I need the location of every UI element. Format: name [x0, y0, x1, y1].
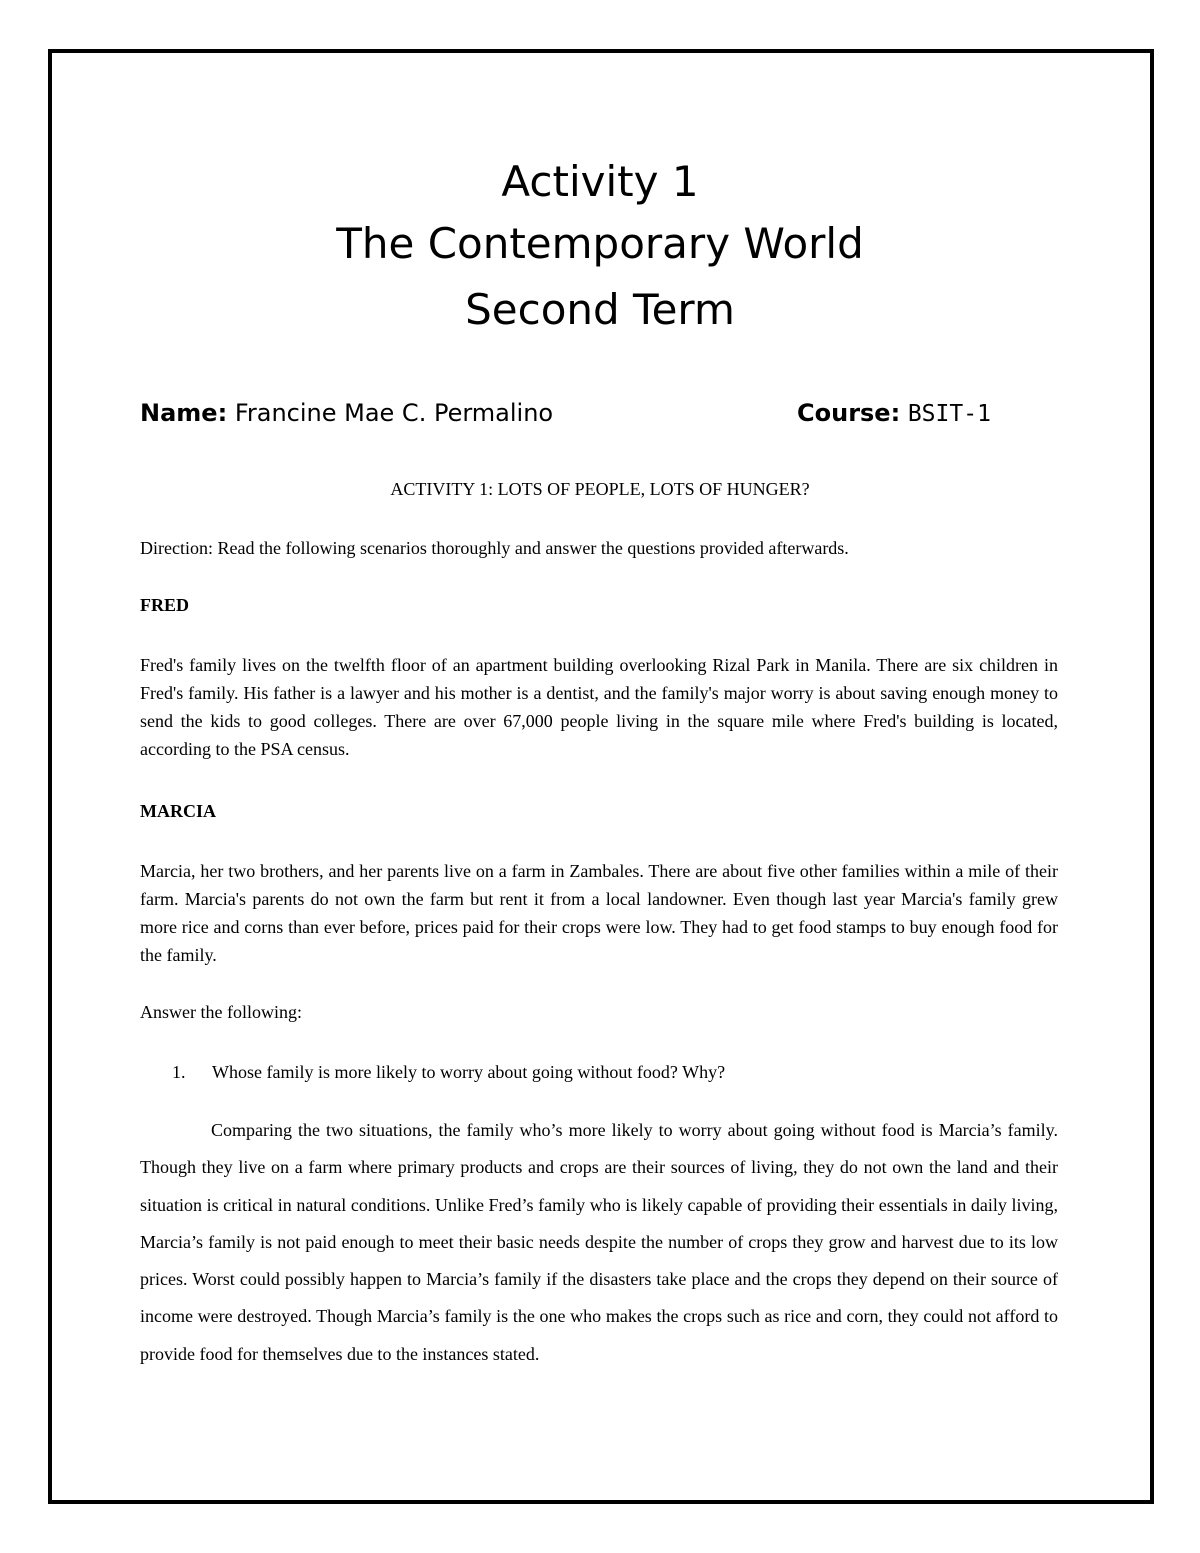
name-field — [140, 396, 553, 430]
name-value: Francine Mae C. Permalino — [234, 399, 554, 427]
scenario-title-fred: FRED — [140, 595, 189, 615]
course-field — [797, 396, 991, 431]
question-number: 1. — [172, 1062, 186, 1082]
title-line-2: The Contemporary World — [336, 219, 864, 268]
question-text: Whose family is more likely to worry about going without food? Why? — [212, 1062, 726, 1082]
name-label: Name: — [140, 399, 228, 427]
questions-intro: Answer the following: — [140, 1002, 302, 1022]
scenario-title-marcia: MARCIA — [140, 801, 216, 821]
scenario-text-marcia: Marcia, her two brothers, and her parents live on a farm in Zambales. There are about five other families within a mile of their farm. Marcia's parents do not own the farm but rent it from a local landowner. Even though last year Marcia's family grew more rice and corns than ever before, prices paid for their crops were low. They had to get food stamps to buy enough food for the family. — [140, 861, 1058, 965]
title-line-3: Second Term — [465, 285, 735, 334]
title-line-1: Activity 1 — [501, 157, 699, 206]
activity-heading: ACTIVITY 1: LOTS OF PEOPLE, LOTS OF HUNGER? — [390, 479, 810, 499]
direction-text: Direction: Read the following scenarios thoroughly and answer the questions provided afterwards. — [140, 538, 849, 558]
course-label: Course: — [797, 399, 901, 427]
scenario-text-fred: Fred's family lives on the twelfth floor of an apartment building overlooking Rizal Park in Manila. There are six children in Fred's family. His father is a lawyer and his mother is a dentist, and the family's major worry is about saving enough money to send the kids to good colleges. There are over 67,000 people living in the square mile where Fred's building is located, according to the PSA census. — [140, 655, 1058, 759]
answer-text: Comparing the two situations, the family who’s more likely to worry about going without food is Marcia’s family. Though they live on a farm where primary products and crops are their sources of living, they do not own the land and their situation is critical in natural conditions. Unlike Fred’s family who is likely capable of providing their essentials in daily living, Marcia’s family is not paid enough to meet their basic needs despite the number of crops they grow and harvest due to its low prices. Worst could possibly happen to Marcia’s family if the disasters take place and the crops they depend on their source of income were destroyed. Though Marcia’s family is the one who makes the crops such as rice and corn, they could not afford to provide food for themselves due to the instances stated. — [140, 1120, 1058, 1364]
course-value: BSIT-1 — [907, 401, 991, 427]
